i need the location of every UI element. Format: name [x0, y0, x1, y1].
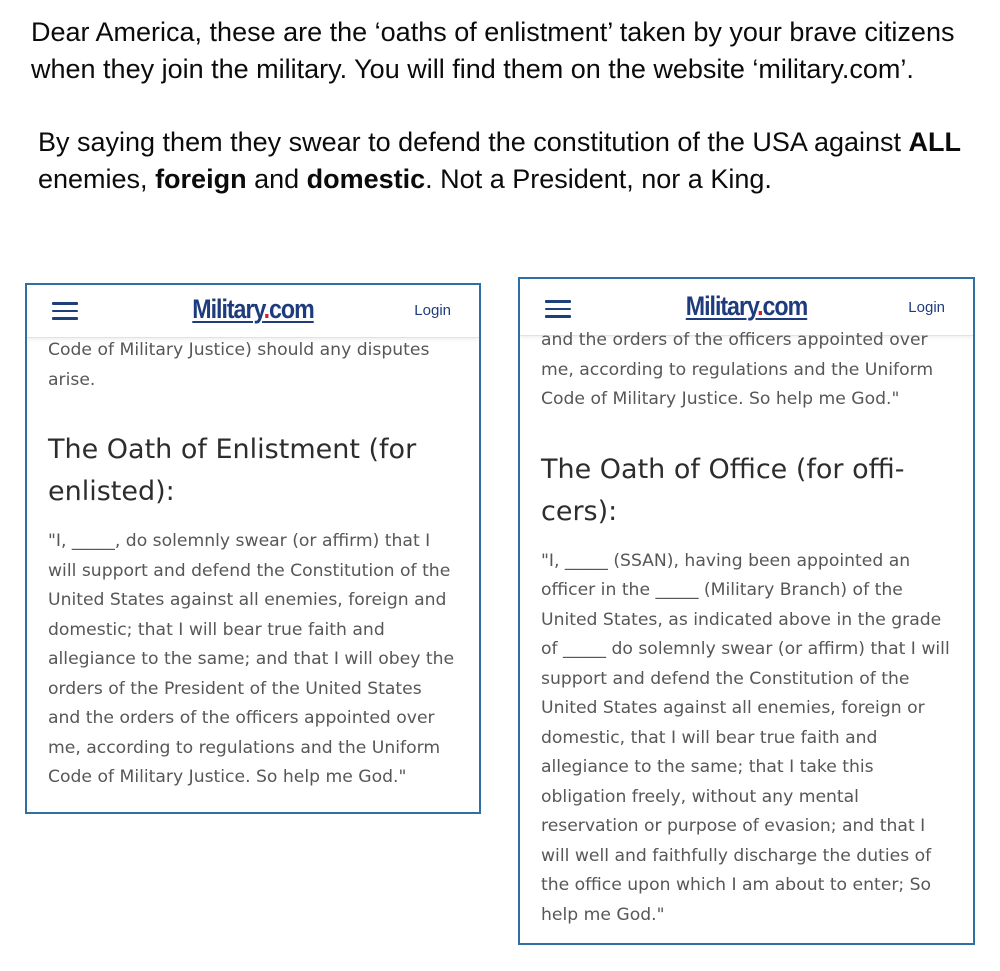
intro-emphasis-foreign: foreign: [155, 164, 247, 194]
logo-text-com: com: [269, 294, 314, 324]
intro-emphasis-all: ALL: [908, 127, 961, 157]
login-link[interactable]: Login: [414, 302, 451, 319]
login-link[interactable]: Login: [908, 299, 945, 316]
logo-dot: .: [757, 291, 763, 321]
oath-of-enlistment-text: "I, _____, do solemnly swear (or affirm) that I will support and defend the Constitution of the United States against all enemies, foreign and domestic; that I will bear true faith and allegiance to the same; and that I will obey the orders of the President of the United States and the orders of the officers appointed over me, according to regulations and the Uniform Code of Military Justice. So help me God.": [48, 531, 455, 787]
oath-of-office-text: "I, _____ (SSAN), having been appointed an officer in the _____ (Military Branch) of the United States, as indicated above in the grade of _____ do solemnly swear (or affirm) that I will support and defend the Constitution of the United States against all enemies, foreign or domestic, that I will bear true faith and allegiance to the same; that I take this obligation freely, without any mental reservation or purpose of evasion; and that I will well and faithfully discharge the duties of the office upon which I am about to enter; So help me God.": [541, 550, 950, 925]
article-content: [27, 336, 479, 793]
site-header: [27, 285, 479, 338]
logo-text-military: Military: [685, 291, 758, 321]
enlistment-oath-screenshot: [25, 283, 481, 814]
oath-of-office-heading: The Oath of Office (for offi-cers):: [541, 453, 905, 527]
logo-text-com: com: [762, 291, 808, 321]
oath-of-enlistment-heading: The Oath of Enlistment (for enlisted):: [48, 434, 417, 507]
logo-dot: .: [263, 294, 270, 324]
military-com-logo[interactable]: [552, 290, 942, 322]
article-preceding-text: and the orders of the officers appointed over me, according to regulations and the Uniform Code of Military Justice. So help me God.": [541, 330, 934, 409]
intro-para2-text: By saying them they swear to defend the constitution of the USA against: [38, 127, 909, 157]
intro-paragraph-2: [31, 124, 981, 198]
intro-para2-after: . Not a President, nor a King.: [425, 164, 772, 194]
intro-paragraph-1: Dear America, these are the ‘oaths of enlistment’ taken by your brave citizens when they join the military. You will find them on the website ‘military.com’.: [31, 17, 955, 84]
intro-emphasis-domestic: domestic: [306, 164, 426, 194]
office-oath-screenshot: [518, 277, 975, 945]
intro-text: [31, 14, 981, 198]
intro-para2-and: and: [246, 164, 307, 194]
article-content: [520, 326, 973, 930]
military-com-logo[interactable]: [59, 293, 448, 325]
intro-para2-enemies: enemies,: [38, 164, 156, 194]
article-preceding-text: Code of Military Justice) should any disputes arise.: [48, 340, 430, 390]
logo-text-military: Military: [192, 294, 264, 324]
